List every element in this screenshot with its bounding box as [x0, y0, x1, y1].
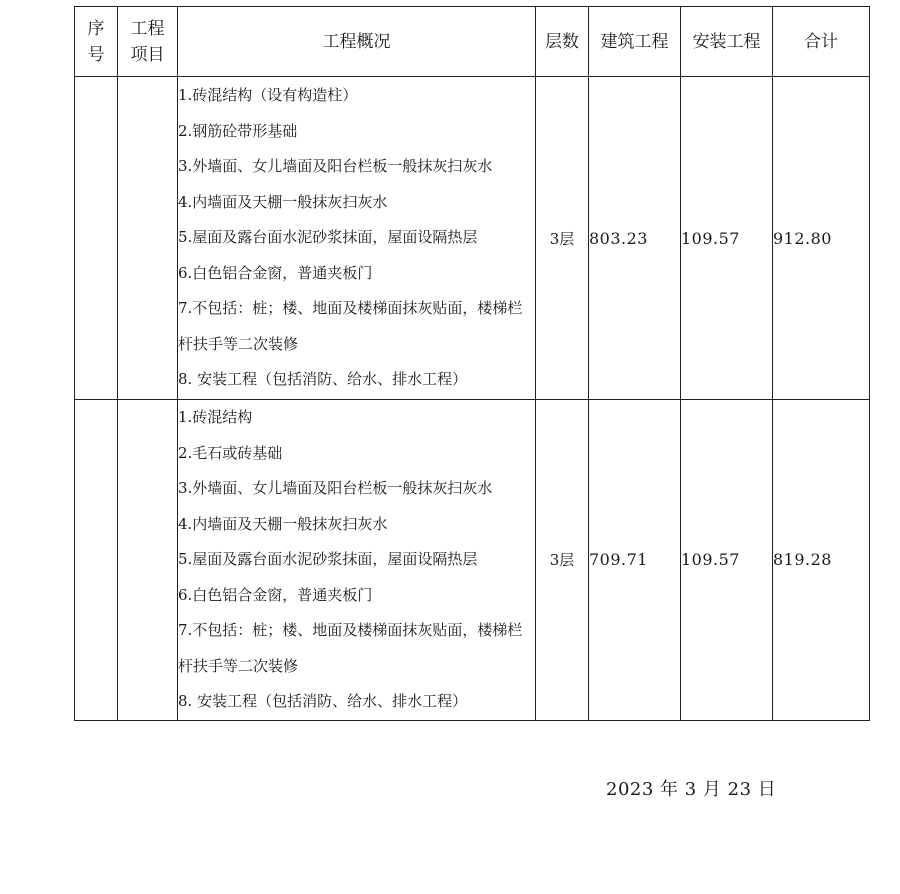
- overview-item: 3.外墙面、女儿墙面及阳台栏板一般抹灰扫灰水: [178, 157, 493, 176]
- header-installation-cost: 安装工程: [681, 7, 773, 77]
- table-row: [75, 77, 870, 400]
- overview-item: 1.砖混结构: [178, 408, 253, 426]
- overview-item: 2.钢筋砼带形基础: [178, 121, 298, 140]
- building-cost-cell: 803.23: [589, 77, 681, 400]
- building-cost-cell: 709.71: [589, 400, 681, 721]
- overview-item: 7.不包括：桩；楼、地面及楼梯面抹灰贴面，楼梯栏杆扶手等二次装修: [178, 621, 523, 675]
- floors-cell: 3层: [536, 77, 589, 400]
- cost-table: [74, 6, 870, 721]
- table-header-row: [75, 7, 870, 77]
- header-floors: 层数: [536, 7, 589, 77]
- header-item-line2: 项目: [130, 44, 165, 65]
- installation-cost-cell: 109.57: [681, 400, 773, 721]
- header-project-item: [118, 7, 178, 77]
- total-cost-cell: 912.80: [773, 77, 870, 400]
- installation-cost-cell: 109.57: [681, 77, 773, 400]
- header-serial-line2: 号: [87, 44, 105, 65]
- overview-list: [178, 400, 535, 720]
- document-date: 2023 年 3 月 23 日: [606, 779, 777, 800]
- overview-item: 8. 安装工程（包括消防、给水、排水工程）: [178, 370, 468, 389]
- overview-item: 5.屋面及露台面水泥砂浆抹面，屋面设隔热层: [178, 228, 478, 247]
- overview-item: 6.白色铝合金窗，普通夹板门: [178, 263, 373, 282]
- floors-cell: 3层: [536, 400, 589, 721]
- overview-item: 3.外墙面、女儿墙面及阳台栏板一般抹灰扫灰水: [178, 479, 493, 497]
- serial-number-cell: [75, 400, 118, 721]
- header-total: 合计: [773, 7, 870, 77]
- overview-item: 2.毛石或砖基础: [178, 443, 283, 462]
- header-building-cost: 建筑工程: [589, 7, 681, 77]
- header-serial-line1: 序: [87, 18, 105, 39]
- overview-item: 1.砖混结构（设有构造柱）: [178, 86, 358, 105]
- overview-cell: [178, 77, 536, 400]
- project-item-cell: [118, 400, 178, 721]
- overview-item: 8. 安装工程（包括消防、给水、排水工程）: [178, 692, 468, 710]
- overview-list: [178, 78, 535, 398]
- overview-item: 6.白色铝合金窗，普通夹板门: [178, 585, 373, 604]
- serial-number-cell: [75, 77, 118, 400]
- total-cost-cell: 819.28: [773, 400, 870, 721]
- header-overview: 工程概况: [178, 7, 536, 77]
- overview-item: 5.屋面及露台面水泥砂浆抹面，屋面设隔热层: [178, 550, 478, 568]
- overview-item: 4.内墙面及天棚一般抹灰扫灰水: [178, 192, 388, 211]
- table-row: [75, 400, 870, 721]
- overview-item: 4.内墙面及天棚一般抹灰扫灰水: [178, 514, 388, 533]
- overview-item: 7.不包括：桩；楼、地面及楼梯面抹灰贴面，楼梯栏杆扶手等二次装修: [178, 299, 523, 353]
- overview-cell: [178, 400, 536, 721]
- header-item-line1: 工程: [130, 18, 165, 39]
- header-serial-number: [75, 7, 118, 77]
- project-item-cell: [118, 77, 178, 400]
